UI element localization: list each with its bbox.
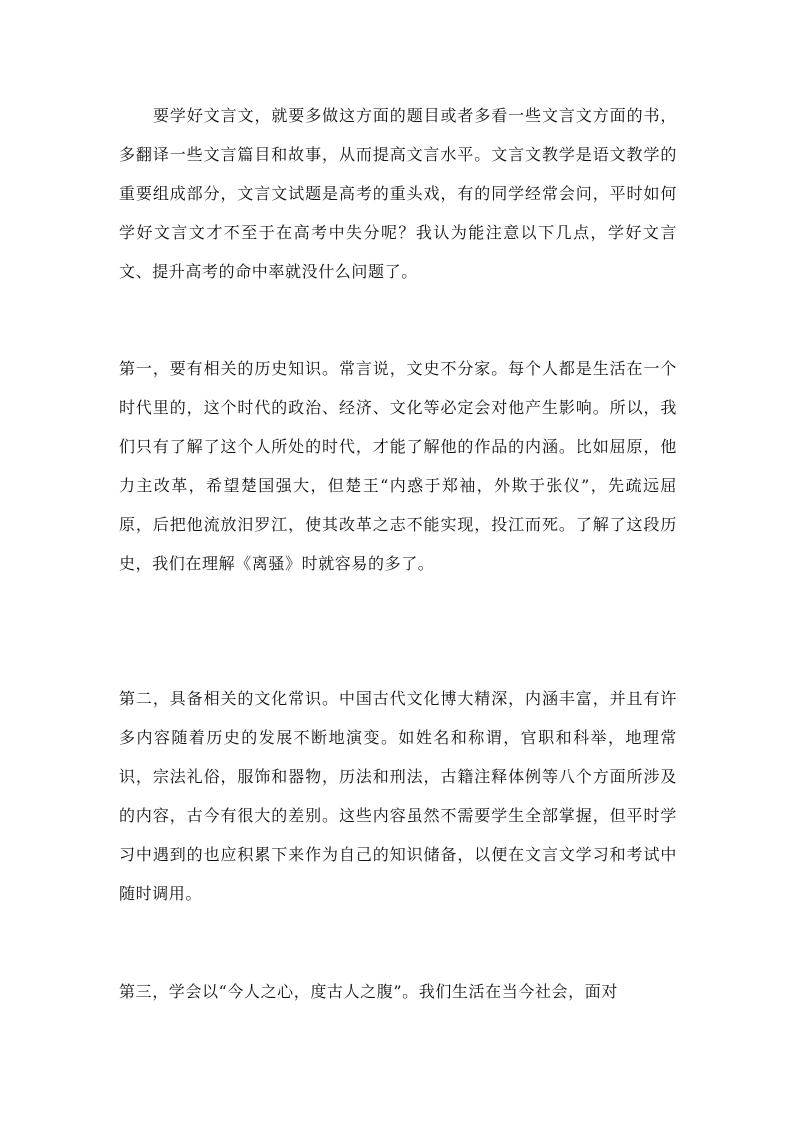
paragraph-point-two: 第二，具备相关的文化常识。中国古代文化博大精深，内涵丰富，并且有许多内容随着历史的发展不断地演变。如姓名和称谓，官职和科举，地理常识，宗法礼俗，服饰和器物，历法和刑法，古籍注释体例等八个方面所涉及的内容，古今有很大的差别。这些内容虽然不需要学生全部掌握，但平时学习中遇到的也应积累下来作为自己的知识储备，以便在文言文学习和考试中随时调用。 [119,689,677,903]
paragraph-point-three: 第三，学会以“今人之心，度古人之腹”。我们生活在当今社会，面对 [119,982,618,1001]
paragraph-point-one: 第一，要有相关的历史知识。常言说，文史不分家。每个人都是生活在一个时代里的，这个时代的政治、经济、文化等必定会对他产生影响。所以，我们只有了解了这个人所处的时代，才能了解他的作品的内涵。比如屈原，他力主改革，希望楚国强大，但楚王“内惑于郑袖，外欺于张仪”，先疏远屈原，后把他流放汨罗江，使其改革之志不能实现，投江而死。了解了这段历史，我们在理解《离骚》时就容易的多了。 [119,359,677,573]
paragraph-intro: 要学好文言文，就要多做这方面的题目或者多看一些文言文方面的书，多翻译一些文言篇目和故事，从而提高文言水平。文言文教学是语文教学的重要组成部分，文言文试题是高考的重头戏，有的同学经常会问，平时如何学好文言文才不至于在高考中失分呢？我认为能注意以下几点，学好文言文、提升高考的命中率就没什么问题了。 [119,106,677,281]
